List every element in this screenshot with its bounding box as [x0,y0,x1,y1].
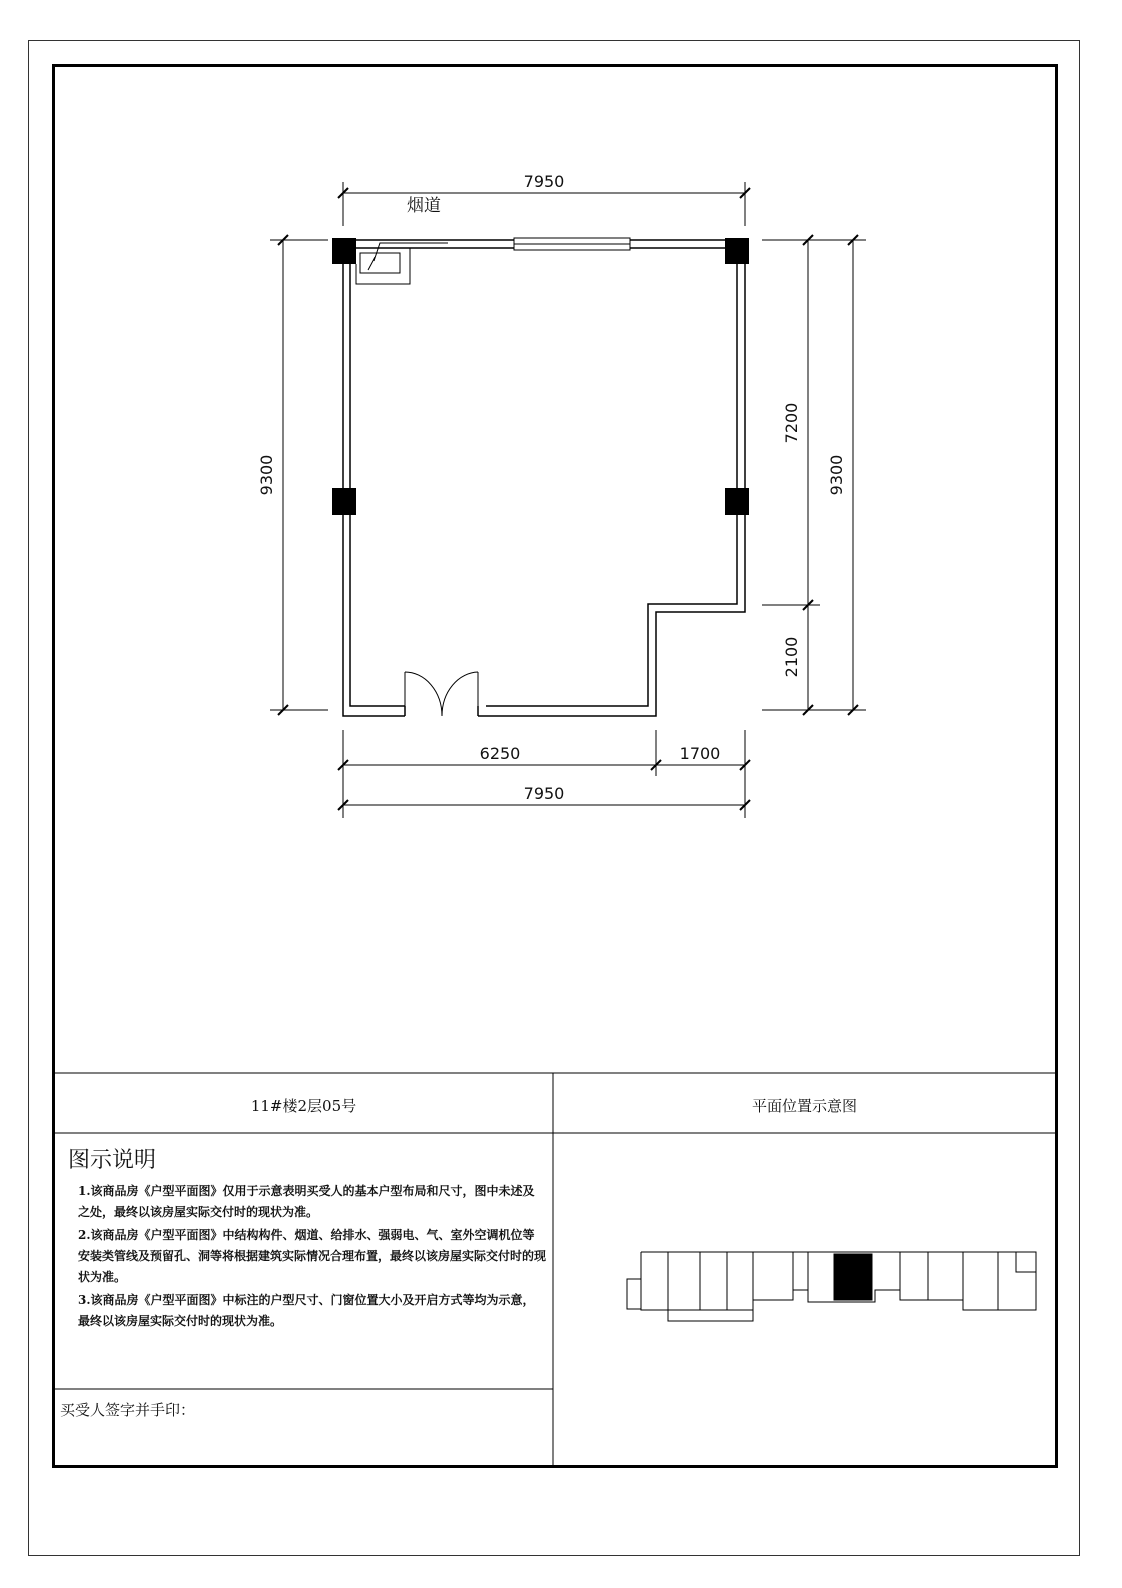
dimension-lines [270,182,866,818]
column-top-left [332,238,356,264]
note-item: 2.该商品房《户型平面图》中结构构件、烟道、给排水、强弱电、气、室外空调机位等安装类管线及预留孔、洞等将根据建筑实际情况合理布置，最终以该房屋实际交付时的现状为准。 [78,1228,547,1284]
flue-label: 烟道 [407,196,441,216]
notes-list [78,1181,546,1334]
dim-right-lower: 2100 [782,636,801,678]
dim-bottom-right: 1700 [679,744,721,763]
flue-shaft [356,243,448,284]
notes-heading: 图示说明 [68,1148,157,1173]
column-mid-right [725,488,749,515]
dim-bottom-total: 7950 [523,784,565,803]
unit-title: 11#楼2层05号 [250,1097,357,1115]
wall-inner [350,248,737,706]
dim-right-upper: 7200 [782,402,801,444]
column-top-right [725,238,749,264]
current-unit-highlight [834,1254,872,1300]
dim-left-height: 9300 [257,454,276,496]
walls [343,240,745,716]
double-door [405,672,478,716]
location-title: 平面位置示意图 [751,1097,857,1115]
note-item: 3.该商品房《户型平面图》中标注的户型尺寸、门窗位置大小及开启方式等均为示意，最终以该房屋实际交付时的现状为准。 [78,1293,535,1328]
columns [332,238,749,515]
dim-bottom-left: 6250 [479,744,521,763]
wall-outer [343,240,745,716]
dim-right-total: 9300 [827,454,846,496]
note-item: 1.该商品房《户型平面图》仅用于示意表明买受人的基本户型布局和尺寸，图中未述及之处，最终以该房屋实际交付时的现状为准。 [78,1184,535,1219]
column-mid-left [332,488,356,515]
signature-label: 买受人签字并手印： [60,1401,196,1419]
dim-top-width: 7950 [523,172,565,191]
location-key-plan [627,1252,1036,1321]
window [514,238,630,250]
